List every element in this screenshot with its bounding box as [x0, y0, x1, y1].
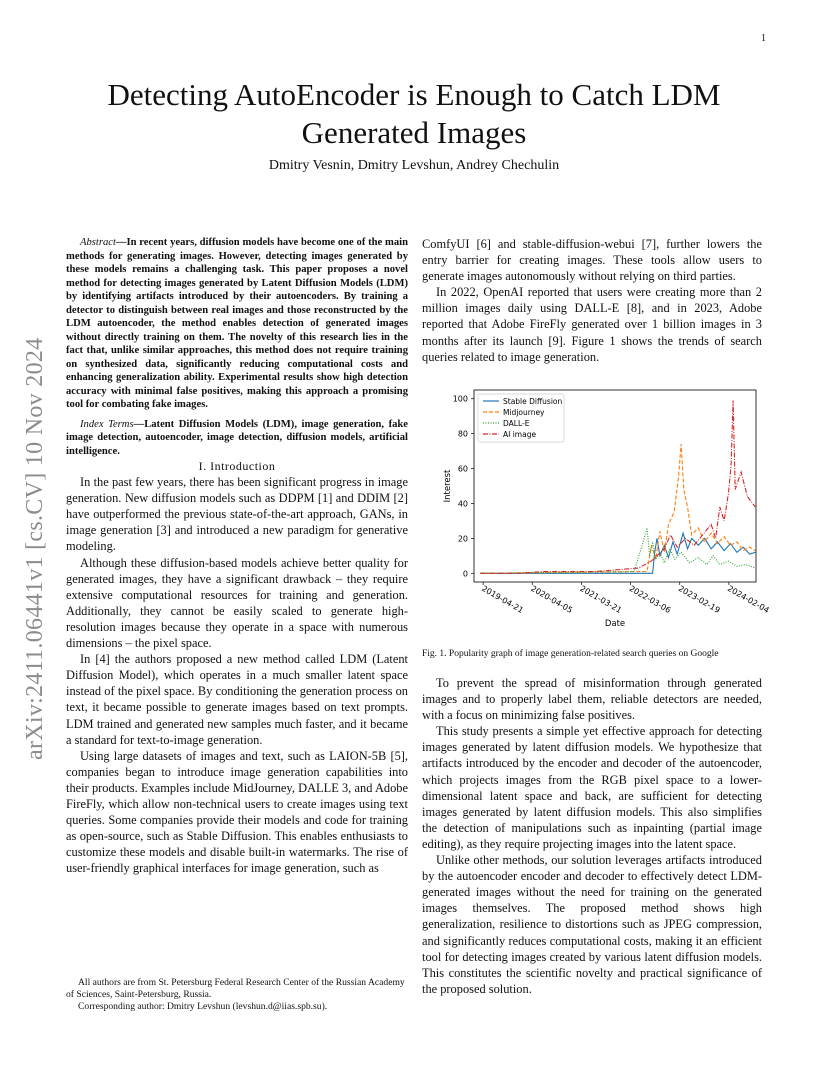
author-list: Dmitry Vesnin, Dmitry Levshun, Andrey Chechulin — [268, 158, 560, 173]
x-tick-label: 2020-04-05 — [529, 583, 575, 615]
x-tick-label: 2022-03-06 — [627, 583, 673, 615]
legend-label: DALL-E — [503, 419, 530, 428]
body-paragraph: This study presents a simple yet effective approach for detecting images generated by latent diffusion models. We hypothesize that artifacts introduced by the encoder and decoder of the autoencoder, which projects images from the RGB pixel space to a lower-dimensional latent space and back, are sufficient for detecting images generated by latent diffusion models. This also simplifies the detection of manipulations such as inpainting (partial image editing), as they require projecting images into the latent space. — [422, 724, 762, 851]
right-column-top — [422, 236, 762, 365]
x-tick-label: 2019-04-21 — [480, 583, 525, 615]
x-tick-label: 2021-03-21 — [578, 583, 624, 615]
x-tick-label: 2023-02-19 — [676, 583, 722, 615]
y-tick-label: 60 — [457, 464, 468, 474]
index-terms-text: —Latent Diffusion Models (LDM), image generation, fake image detection, autoencoder, image detection, diffusion models, artificial intelligence. — [66, 418, 408, 457]
body-paragraph: In the past few years, there has been significant progress in image generation. New diffusion models such as DDPM [1] and DDIM [2] have outperformed the previous state-of-the-art approach, GANs, in image generation [3] and introduced a new paradigm for generative modeling. — [66, 475, 408, 554]
footnote: Corresponding author: Dmitry Levshun (levshun.d@iias.spb.su). — [78, 1001, 328, 1012]
abstract — [66, 236, 408, 412]
legend-label: Stable Diffusion — [503, 397, 563, 406]
page-number: 1 — [761, 33, 766, 44]
abstract-text: —In recent years, diffusion models have become one of the main methods for generating images. However, detecting images generated by these models remains a challenging task. This paper proposes a novel method for detecting images generated by Latent Diffusion Models (LDM) by identifying artifacts introduced by their autoencoders. By training a detector to distinguish between real images and those reconstructed by the LDM autoencoder, the method enables detection of generated images without directly training on them. The novelty of this research lies in the fact that, unlike similar approaches, this method does not require training on synthesized data, significantly reducing computational costs and enhancing generalization ability. Experimental results show high detection accuracy with minimal false positives, making this approach a promising tool for combating fake images. — [66, 237, 408, 410]
section-heading: I. Introduction — [198, 459, 276, 473]
popularity-line-chart — [420, 384, 771, 634]
y-tick-label: 20 — [457, 534, 468, 544]
y-tick-label: 100 — [452, 394, 468, 404]
legend-label: AI image — [503, 430, 537, 439]
body-paragraph: Unlike other methods, our solution leverages artifacts introduced by the autoencoder encoder and decoder to effectively detect LDM-generated images without the need for training on the generated images themselves. The proposed method shows high generalization, resilience to distortions such as JPEG compression, and significantly reduces computational costs, making it an efficient tool for detecting images created by various latent diffusion models. This constitutes the scientific novelty and practical significance of the proposed solution. — [422, 853, 762, 996]
figure-1 — [420, 384, 771, 634]
right-column-bottom — [422, 675, 762, 997]
series-line-midjourney — [480, 444, 755, 573]
figure-caption: Fig. 1. Popularity graph of image generation-related search queries on Google — [422, 649, 719, 659]
y-tick-label: 40 — [457, 499, 468, 509]
paper-title: Detecting AutoEncoder is Enough to Catch LDM Generated Images — [107, 77, 721, 150]
footnote: All authors are from St. Petersburg Federal Research Center of the Russian Academy of Sciences, Saint-Petersburg, Russia. — [66, 977, 405, 1000]
abstract-label: Abstract — [80, 237, 116, 248]
left-column — [66, 236, 408, 876]
body-paragraph: ComfyUI [6] and stable-diffusion-webui [7], further lowers the entry barrier for creating images. These tools allow users to generate images autonomously without relying on third parties. — [422, 237, 762, 284]
footnote-block — [66, 977, 408, 1013]
arxiv-identifier: arXiv:2411.06441v1 [cs.CV] 10 Nov 2024 — [22, 337, 48, 760]
x-tick-label: 2024-02-04 — [725, 583, 771, 615]
index-terms-label: Index Terms — [80, 418, 134, 430]
body-paragraph: Although these diffusion-based models achieve better quality for generated images, they have a significant drawback – they require extensive computational resources for training and generation. Additionally, they cannot be easily scaled to generate high-resolution images because they operate in a space with numerous dimensions – the pixel space. — [66, 555, 408, 651]
body-paragraph: In [4] the authors proposed a new method called LDM (Latent Diffusion Model), which operates in a much smaller latent space instead of the pixel space. By conditioning the generation process on text, it became possible to generate images based on text prompts. LDM trained and generated new samples much faster, and it became a standard for text-to-image generation. — [66, 652, 408, 747]
y-tick-label: 80 — [457, 429, 468, 439]
y-tick-label: 0 — [462, 569, 468, 579]
body-paragraph: To prevent the spread of misinformation through generated images and to properly label them, reliable detectors are needed, with a focus on minimizing false positives. — [422, 676, 762, 723]
legend-label: Midjourney — [503, 408, 545, 417]
x-axis-label: Date — [604, 619, 626, 629]
index-terms — [66, 418, 408, 459]
body-paragraph: Using large datasets of images and text, such as LAION-5B [5], companies began to introduce image generation capabilities into their products. Examples include MidJourney, DALLE 3, and Adobe FireFly, which allow non-technical users to create images using text queries. Some companies provide their models and code for training as open-source, such as Stable Diffusion. This enables enthusiasts to customize these models and disable built-in watermarks. The rise of user-friendly graphical interfaces for image generation, such as — [66, 748, 408, 876]
y-axis-label: Interest — [443, 469, 453, 503]
series-line-stable-diffusion — [480, 533, 755, 573]
body-paragraph: In 2022, OpenAI reported that users were creating more than 2 million images daily using DALL-E [8], and in 2023, Adobe reported that Adobe FireFly generated over 1 billion images in 3 months after its launch [9]. Figure 1 shows the trends of search queries related to image generation. — [422, 285, 762, 364]
